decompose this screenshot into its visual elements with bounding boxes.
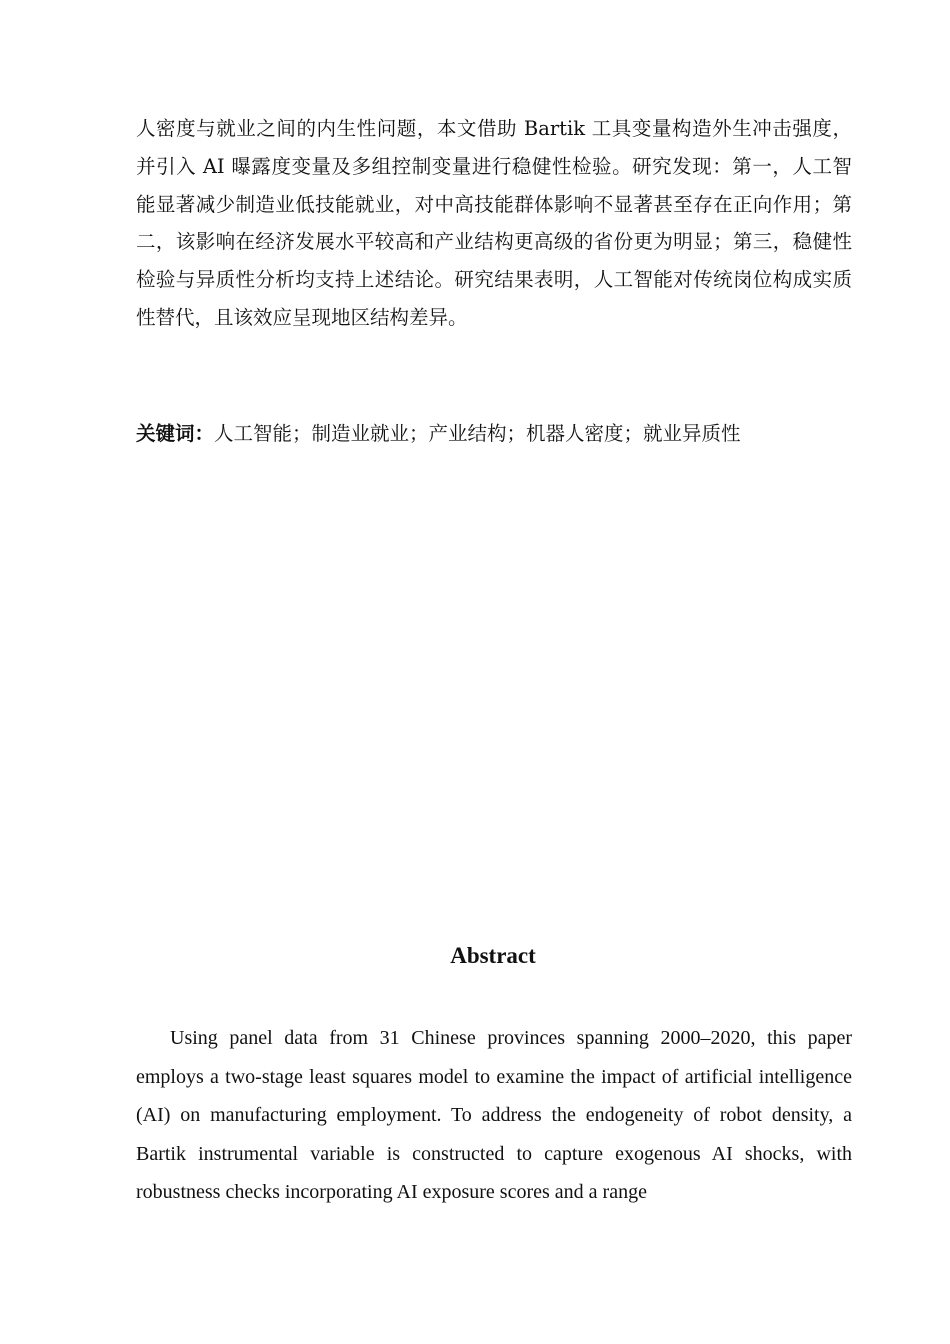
keywords-label: 关键词： — [136, 422, 215, 445]
english-abstract-paragraph: Using panel data from 31 Chinese provinces spanning 2000–2020, this paper employs a two-stage least squares model to examine the impact of artificial intelligence (AI) on manufacturing employment. To address the endogeneity of robot density, a Bartik instrumental variable is constructed to capture exogenous AI shocks, with robustness checks incorporating AI exposure scores and a range — [136, 1027, 852, 1204]
abstract-heading: Abstract — [450, 943, 536, 968]
chinese-abstract-paragraph: 人密度与就业之间的内生性问题，本文借助 Bartik 工具变量构造外生冲击强度，并引入 AI 曝露度变量及多组控制变量进行稳健性检验。研究发现：第一，人工智能显著减少制造业低技能就业，对中高技能群体影响不显著甚至存在正向作用；第二，该影响在经济发展水平较高和产业结构更高级的省份更为明显；第三，稳健性检验与异质性分析均支持上述结论。研究结果表明，人工智能对传统岗位构成实质性替代，且该效应呈现地区结构差异。 — [136, 117, 852, 329]
keywords-value: 人工智能；制造业就业；产业结构；机器人密度；就业异质性 — [214, 422, 741, 445]
keywords-line — [136, 416, 852, 452]
